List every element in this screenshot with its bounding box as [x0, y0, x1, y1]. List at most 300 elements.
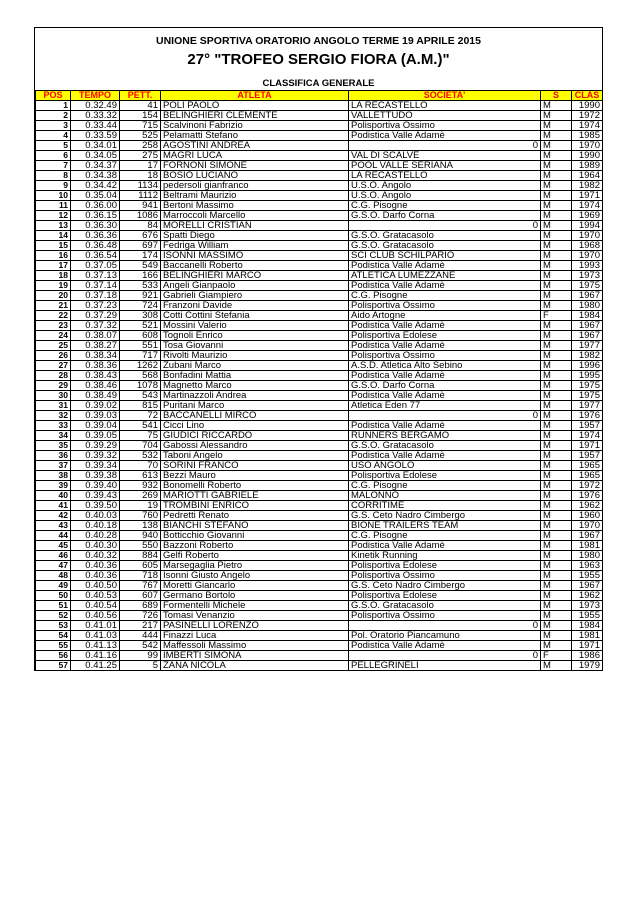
- year-cell: 1955: [572, 571, 603, 581]
- year-cell: 1957: [572, 451, 603, 461]
- athlete-cell: Pedretti Renato: [161, 511, 349, 521]
- club-cell: Kinetik Running: [349, 551, 541, 561]
- club-cell: ATLETICA LUMEZZANE: [349, 271, 541, 281]
- year-cell: 1957: [572, 421, 603, 431]
- club-cell: Podistica Valle Adamè: [349, 451, 541, 461]
- table-row: [36, 471, 603, 481]
- year-cell: 1970: [572, 251, 603, 261]
- athlete-cell: Gabrieli Giampiero: [161, 291, 349, 301]
- athlete-cell: Cicci Lino: [161, 421, 349, 431]
- sex-cell: M: [541, 611, 572, 621]
- club-cell: SCI CLUB SCHILPARIO: [349, 251, 541, 261]
- year-cell: 1977: [572, 401, 603, 411]
- year-cell: 1977: [572, 341, 603, 351]
- sex-cell: M: [541, 131, 572, 141]
- pos-cell: 51: [36, 601, 71, 611]
- pos-cell: 5: [36, 141, 71, 151]
- col-header-sex: S: [541, 91, 572, 101]
- bib-cell: 174: [120, 251, 161, 261]
- sex-cell: M: [541, 391, 572, 401]
- athlete-cell: Rivolti Maurizio: [161, 351, 349, 361]
- club-cell: [349, 411, 541, 421]
- year-cell: 1962: [572, 501, 603, 511]
- time-cell: 0.37.05: [71, 261, 120, 271]
- pos-cell: 57: [36, 661, 71, 671]
- athlete-cell: Botticchio Giovanni: [161, 531, 349, 541]
- sex-cell: M: [541, 541, 572, 551]
- club-cell: Podistica Valle Adamè: [349, 641, 541, 651]
- bib-cell: 689: [120, 601, 161, 611]
- table-row: [36, 591, 603, 601]
- bib-cell: 608: [120, 331, 161, 341]
- club-cell: Polisportiva Ossimo: [349, 611, 541, 621]
- club-cell: Podistica Valle Adamè: [349, 391, 541, 401]
- sex-cell: M: [541, 441, 572, 451]
- year-cell: 1980: [572, 301, 603, 311]
- bib-cell: 551: [120, 341, 161, 351]
- sex-cell: M: [541, 201, 572, 211]
- bib-cell: 521: [120, 321, 161, 331]
- pos-cell: 42: [36, 511, 71, 521]
- time-cell: 0.39.40: [71, 481, 120, 491]
- athlete-cell: Marroccoli Marcello: [161, 211, 349, 221]
- bib-cell: 308: [120, 311, 161, 321]
- pos-cell: 6: [36, 151, 71, 161]
- pos-cell: 1: [36, 101, 71, 111]
- table-row: [36, 181, 603, 191]
- sex-cell: M: [541, 381, 572, 391]
- sex-cell: M: [541, 401, 572, 411]
- sex-cell: M: [541, 531, 572, 541]
- year-cell: 1973: [572, 271, 603, 281]
- time-cell: 0.40.28: [71, 531, 120, 541]
- pos-cell: 43: [36, 521, 71, 531]
- year-cell: 1995: [572, 371, 603, 381]
- table-row: [36, 251, 603, 261]
- club-cell: RUNNERS BERGAMO: [349, 431, 541, 441]
- pos-cell: 15: [36, 241, 71, 251]
- club-zero-value: 0: [532, 620, 538, 631]
- bib-cell: 724: [120, 301, 161, 311]
- year-cell: 1960: [572, 511, 603, 521]
- sex-cell: M: [541, 101, 572, 111]
- year-cell: 1974: [572, 201, 603, 211]
- club-cell: G.S.O. Darfo Corna: [349, 381, 541, 391]
- col-header-year: CLAS: [572, 91, 603, 101]
- sex-cell: M: [541, 431, 572, 441]
- sex-cell: M: [541, 331, 572, 341]
- time-cell: 0.40.53: [71, 591, 120, 601]
- table-row: [36, 121, 603, 131]
- pos-cell: 50: [36, 591, 71, 601]
- pos-cell: 53: [36, 621, 71, 631]
- club-zero-value: 0: [532, 410, 538, 421]
- sex-cell: M: [541, 631, 572, 641]
- time-cell: 0.36.48: [71, 241, 120, 251]
- sex-cell: M: [541, 181, 572, 191]
- year-cell: 1972: [572, 481, 603, 491]
- pos-cell: 21: [36, 301, 71, 311]
- pos-cell: 8: [36, 171, 71, 181]
- time-cell: 0.38.43: [71, 371, 120, 381]
- year-cell: 1982: [572, 351, 603, 361]
- athlete-cell: Bezzi Mauro: [161, 471, 349, 481]
- sex-cell: M: [541, 561, 572, 571]
- club-cell: G.S.O. Gratacasolo: [349, 601, 541, 611]
- time-cell: 0.36.54: [71, 251, 120, 261]
- club-zero-value: 0: [532, 140, 538, 151]
- sex-cell: M: [541, 461, 572, 471]
- year-cell: 1989: [572, 161, 603, 171]
- pos-cell: 32: [36, 411, 71, 421]
- athlete-cell: BELINGHIERI MARCO: [161, 271, 349, 281]
- club-cell: [349, 621, 541, 631]
- table-row: [36, 631, 603, 641]
- table-row: [36, 411, 603, 421]
- pos-cell: 38: [36, 471, 71, 481]
- results-body: [36, 101, 603, 671]
- club-cell: Polisportiva Edolese: [349, 331, 541, 341]
- bib-cell: 697: [120, 241, 161, 251]
- table-row: [36, 311, 603, 321]
- club-cell: Podistica Valle Adamè: [349, 321, 541, 331]
- table-row: [36, 621, 603, 631]
- athlete-cell: Magnetto Marco: [161, 381, 349, 391]
- year-cell: 1986: [572, 651, 603, 661]
- bib-cell: 542: [120, 641, 161, 651]
- table-row: [36, 661, 603, 671]
- year-cell: 1975: [572, 391, 603, 401]
- club-cell: [349, 221, 541, 231]
- table-row: [36, 231, 603, 241]
- club-cell: Podistica Valle Adamè: [349, 371, 541, 381]
- club-cell: PELLEGRINELI: [349, 661, 541, 671]
- time-cell: 0.41.25: [71, 661, 120, 671]
- col-header-club: SOCIETA': [349, 91, 541, 101]
- bib-cell: 760: [120, 511, 161, 521]
- pos-cell: 7: [36, 161, 71, 171]
- table-row: [36, 221, 603, 231]
- bib-cell: 5: [120, 661, 161, 671]
- time-cell: 0.38.46: [71, 381, 120, 391]
- time-cell: 0.40.54: [71, 601, 120, 611]
- time-cell: 0.38.07: [71, 331, 120, 341]
- table-row: [36, 571, 603, 581]
- time-cell: 0.40.50: [71, 581, 120, 591]
- bib-cell: 275: [120, 151, 161, 161]
- club-cell: MALONNO: [349, 491, 541, 501]
- athlete-cell: Cotti Cottini Stefania: [161, 311, 349, 321]
- table-row: [36, 371, 603, 381]
- year-cell: 1970: [572, 141, 603, 151]
- table-row: [36, 551, 603, 561]
- sex-cell: M: [541, 571, 572, 581]
- pos-cell: 27: [36, 361, 71, 371]
- year-cell: 1996: [572, 361, 603, 371]
- year-cell: 1970: [572, 521, 603, 531]
- pos-cell: 49: [36, 581, 71, 591]
- pos-cell: 46: [36, 551, 71, 561]
- header-row: [36, 91, 603, 101]
- club-cell: Podistica Valle Adamè: [349, 541, 541, 551]
- year-cell: 1967: [572, 331, 603, 341]
- time-cell: 0.36.36: [71, 231, 120, 241]
- year-cell: 1981: [572, 631, 603, 641]
- club-cell: VAL DI SCALVE: [349, 151, 541, 161]
- year-cell: 1955: [572, 611, 603, 621]
- pos-cell: 41: [36, 501, 71, 511]
- year-cell: 1976: [572, 491, 603, 501]
- table-row: [36, 401, 603, 411]
- club-cell: [349, 141, 541, 151]
- sex-cell: M: [541, 281, 572, 291]
- time-cell: 0.41.01: [71, 621, 120, 631]
- sex-cell: M: [541, 641, 572, 651]
- time-cell: 0.39.02: [71, 401, 120, 411]
- table-row: [36, 651, 603, 661]
- sex-cell: M: [541, 341, 572, 351]
- sex-cell: M: [541, 221, 572, 231]
- club-zero-value: 0: [532, 650, 538, 661]
- sex-cell: M: [541, 271, 572, 281]
- time-cell: 0.39.29: [71, 441, 120, 451]
- athlete-cell: Zubani Marco: [161, 361, 349, 371]
- sex-cell: M: [541, 261, 572, 271]
- table-row: [36, 351, 603, 361]
- club-cell: G.S.O. Gratacasolo: [349, 231, 541, 241]
- time-cell: 0.40.32: [71, 551, 120, 561]
- club-cell: G.S. Ceto Nadro Cimbergo: [349, 581, 541, 591]
- athlete-cell: Marsegaglia Pietro: [161, 561, 349, 571]
- bib-cell: 550: [120, 541, 161, 551]
- results-table: [35, 90, 603, 671]
- year-cell: 1965: [572, 461, 603, 471]
- club-zero-value: 0: [532, 220, 538, 231]
- sex-cell: F: [541, 651, 572, 661]
- pos-cell: 52: [36, 611, 71, 621]
- table-row: [36, 271, 603, 281]
- pos-cell: 40: [36, 491, 71, 501]
- table-row: [36, 161, 603, 171]
- pos-cell: 39: [36, 481, 71, 491]
- sex-cell: M: [541, 361, 572, 371]
- table-row: [36, 211, 603, 221]
- time-cell: 0.37.14: [71, 281, 120, 291]
- athlete-cell: BOSIO LUCIANO: [161, 171, 349, 181]
- athlete-cell: Baccanelli Roberto: [161, 261, 349, 271]
- table-row: [36, 331, 603, 341]
- table-row: [36, 361, 603, 371]
- time-cell: 0.37.23: [71, 301, 120, 311]
- bib-cell: 605: [120, 561, 161, 571]
- athlete-cell: POLI PAOLO: [161, 101, 349, 111]
- time-cell: 0.36.15: [71, 211, 120, 221]
- bib-cell: 941: [120, 201, 161, 211]
- col-header-bib: PETT.: [120, 91, 161, 101]
- sex-cell: M: [541, 291, 572, 301]
- table-row: [36, 191, 603, 201]
- club-cell: Pol. Oratorio Piancamuno: [349, 631, 541, 641]
- sex-cell: F: [541, 311, 572, 321]
- sex-cell: M: [541, 481, 572, 491]
- athlete-cell: Bonomelli Roberto: [161, 481, 349, 491]
- sex-cell: M: [541, 491, 572, 501]
- athlete-cell: Puritani Marco: [161, 401, 349, 411]
- bib-cell: 815: [120, 401, 161, 411]
- table-row: [36, 641, 603, 651]
- table-row: [36, 441, 603, 451]
- club-cell: U.S.O. Angolo: [349, 181, 541, 191]
- year-cell: 1985: [572, 131, 603, 141]
- table-row: [36, 501, 603, 511]
- bib-cell: 258: [120, 141, 161, 151]
- pos-cell: 29: [36, 381, 71, 391]
- bib-cell: 19: [120, 501, 161, 511]
- athlete-cell: Scalvinoni Fabrizio: [161, 121, 349, 131]
- pos-cell: 22: [36, 311, 71, 321]
- bib-cell: 41: [120, 101, 161, 111]
- year-cell: 1969: [572, 211, 603, 221]
- bib-cell: 70: [120, 461, 161, 471]
- sex-cell: M: [541, 141, 572, 151]
- athlete-cell: Angeli Gianpaolo: [161, 281, 349, 291]
- pos-cell: 54: [36, 631, 71, 641]
- bib-cell: 568: [120, 371, 161, 381]
- athlete-cell: FORNONI SIMONE: [161, 161, 349, 171]
- club-cell: Aido Artogne: [349, 311, 541, 321]
- year-cell: 1967: [572, 291, 603, 301]
- athlete-cell: GIUDICI RICCARDO: [161, 431, 349, 441]
- athlete-cell: Tomasi Venanzio: [161, 611, 349, 621]
- bib-cell: 17: [120, 161, 161, 171]
- club-cell: VALLETTUDO: [349, 111, 541, 121]
- col-header-time: TEMPO: [71, 91, 120, 101]
- club-cell: Polisportiva Edolese: [349, 471, 541, 481]
- club-cell: Polisportiva Ossimo: [349, 121, 541, 131]
- club-cell: C.G. Pisogne: [349, 481, 541, 491]
- pos-cell: 34: [36, 431, 71, 441]
- bib-cell: 676: [120, 231, 161, 241]
- time-cell: 0.39.32: [71, 451, 120, 461]
- bib-cell: 613: [120, 471, 161, 481]
- pos-cell: 28: [36, 371, 71, 381]
- year-cell: 1963: [572, 561, 603, 571]
- athlete-cell: MARIOTTI GABRIELE: [161, 491, 349, 501]
- athlete-cell: ISONNI MASSIMO: [161, 251, 349, 261]
- time-cell: 0.37.32: [71, 321, 120, 331]
- time-cell: 0.34.37: [71, 161, 120, 171]
- athlete-cell: Bonfadini Mattia: [161, 371, 349, 381]
- athlete-cell: Beltrami Maurizio: [161, 191, 349, 201]
- time-cell: 0.37.29: [71, 311, 120, 321]
- bib-cell: 541: [120, 421, 161, 431]
- sex-cell: M: [541, 471, 572, 481]
- pos-cell: 26: [36, 351, 71, 361]
- club-cell: Polisportiva Ossimo: [349, 351, 541, 361]
- results-sheet: [34, 27, 603, 671]
- bib-cell: 525: [120, 131, 161, 141]
- sex-cell: M: [541, 591, 572, 601]
- table-row: [36, 291, 603, 301]
- pos-cell: 19: [36, 281, 71, 291]
- table-row: [36, 461, 603, 471]
- bib-cell: 726: [120, 611, 161, 621]
- table-row: [36, 151, 603, 161]
- athlete-cell: Gabossi Alessandro: [161, 441, 349, 451]
- time-cell: 0.39.04: [71, 421, 120, 431]
- pos-cell: 18: [36, 271, 71, 281]
- pos-cell: 30: [36, 391, 71, 401]
- time-cell: 0.37.18: [71, 291, 120, 301]
- club-cell: Polisportiva Edolese: [349, 561, 541, 571]
- bib-cell: 884: [120, 551, 161, 561]
- year-cell: 1974: [572, 431, 603, 441]
- table-row: [36, 141, 603, 151]
- sex-cell: M: [541, 111, 572, 121]
- year-cell: 1979: [572, 661, 603, 671]
- bib-cell: 1112: [120, 191, 161, 201]
- club-cell: Podistica Valle Adamè: [349, 261, 541, 271]
- bib-cell: 1078: [120, 381, 161, 391]
- athlete-cell: BELINGHIERI CLEMENTE: [161, 111, 349, 121]
- bib-cell: 166: [120, 271, 161, 281]
- athlete-cell: BIANCHI STEFANO: [161, 521, 349, 531]
- table-row: [36, 541, 603, 551]
- bib-cell: 84: [120, 221, 161, 231]
- bib-cell: 18: [120, 171, 161, 181]
- athlete-cell: Franzoni Davide: [161, 301, 349, 311]
- bib-cell: 549: [120, 261, 161, 271]
- pos-cell: 45: [36, 541, 71, 551]
- sex-cell: M: [541, 421, 572, 431]
- bib-cell: 217: [120, 621, 161, 631]
- pos-cell: 35: [36, 441, 71, 451]
- year-cell: 1971: [572, 441, 603, 451]
- athlete-cell: MORELLI CRISTIAN: [161, 221, 349, 231]
- sex-cell: M: [541, 501, 572, 511]
- bib-cell: 543: [120, 391, 161, 401]
- club-cell: C.G. Pisogne: [349, 291, 541, 301]
- pos-cell: 12: [36, 211, 71, 221]
- sex-cell: M: [541, 601, 572, 611]
- sex-cell: M: [541, 661, 572, 671]
- trophy-title: 27° "TROFEO SERGIO FIORA (A.M.)": [187, 51, 450, 68]
- club-cell: U.S.O. Angolo: [349, 191, 541, 201]
- table-row: [36, 281, 603, 291]
- year-cell: 1973: [572, 601, 603, 611]
- bib-cell: 767: [120, 581, 161, 591]
- time-cell: 0.39.05: [71, 431, 120, 441]
- pos-cell: 44: [36, 531, 71, 541]
- athlete-cell: AGOSTINI ANDREA: [161, 141, 349, 151]
- table-row: [36, 321, 603, 331]
- time-cell: 0.40.30: [71, 541, 120, 551]
- table-row: [36, 451, 603, 461]
- pos-cell: 20: [36, 291, 71, 301]
- time-cell: 0.39.43: [71, 491, 120, 501]
- time-cell: 0.34.01: [71, 141, 120, 151]
- club-cell: C.G. Pisogne: [349, 531, 541, 541]
- year-cell: 1984: [572, 311, 603, 321]
- pos-cell: 4: [36, 131, 71, 141]
- year-cell: 1975: [572, 381, 603, 391]
- table-row: [36, 561, 603, 571]
- sex-cell: M: [541, 411, 572, 421]
- pos-cell: 13: [36, 221, 71, 231]
- athlete-cell: Tosa Giovanni: [161, 341, 349, 351]
- time-cell: 0.41.13: [71, 641, 120, 651]
- table-row: [36, 391, 603, 401]
